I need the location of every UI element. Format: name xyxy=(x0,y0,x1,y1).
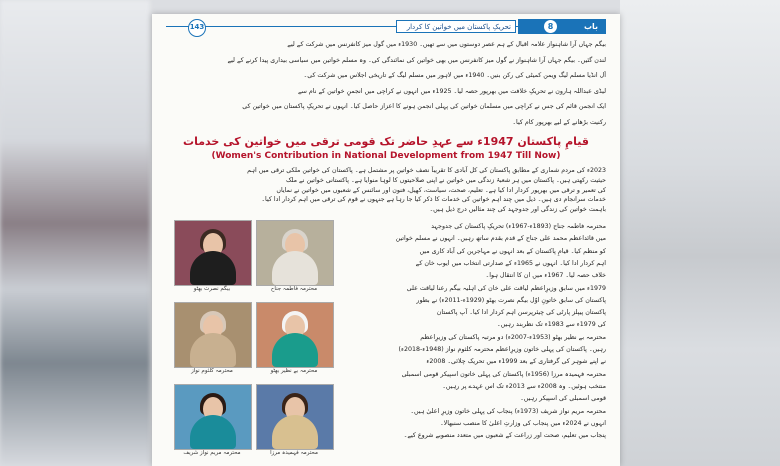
portrait-caption: محترمہ فاطمہ جناح xyxy=(270,286,318,292)
portrait-photo xyxy=(256,302,334,368)
section-line: باہمت خواتین کی زندگی اور جدوجہد کی چند مثالیں درج ذیل ہیں۔ xyxy=(429,206,606,214)
intro-line: ایک انجمن قائم کی جس نے کراچی میں مسلمان خواتین کی پہلی انجمن ہونے کا اعزاز حاصل کیا۔ انہوں نے تحریکِ پاکستان میں خواتین کی xyxy=(242,103,606,110)
intro-line: آل انڈیا مسلم لیگ ویمن کمیٹی کی رکن بنیں۔ 1940ء میں لاہور میں مسلم لیگ کے تاریخی اجلاس میں شرکت کی۔ xyxy=(303,72,606,79)
chapter-label: باب xyxy=(583,22,598,31)
textbook-page xyxy=(152,14,620,466)
portrait-caption: محترمہ کلثوم نواز xyxy=(191,368,233,374)
intro-line: لندن گئیں۔ بیگم جہاں آرا شاہنواز نے گول میز کانفرنس میں بھی خواتین کی نمائندگی کی۔ وہ مسلم خواتین میں سیاسی بیداری پیدا کرنے کے لیے xyxy=(227,56,606,64)
portrait-caption: بیگم نصرت بھٹو xyxy=(193,286,231,292)
biography-line: قومی اسمبلی کی اسپیکر رہیں۔ xyxy=(520,395,606,403)
biography-line: محترمہ فاطمہ جناح (1893ء-1967ء) تحریکِ پاکستان کی جدوجہد xyxy=(431,223,606,230)
biography-line: رہیں۔ پاکستان کی پہلی خاتون وزیرِاعظم محترمہ کلثوم نواز (1948ء-2018ء) xyxy=(398,346,606,353)
background-blur-left xyxy=(0,0,150,466)
biography-line: نے اپنے شوہر کی گرفتاری کے بعد 1999ء میں تحریک چلائی۔ 2008ء xyxy=(426,358,606,366)
biography-line: کی 1979ء سے 1983ء تک نظربند رہیں۔ xyxy=(496,321,606,329)
page-number: 143 xyxy=(188,19,206,37)
biography-line: پاکستان پیپلز پارٹی کی چیئرپرسن اہم کردار ادا کیا۔ آپ پاکستان xyxy=(436,309,606,317)
portrait-photo xyxy=(174,302,252,368)
intro-line: بیگم جہاں آرا شاہنواز علامہ اقبال کے ہم عصر دوستوں میں سے تھیں۔ 1930ء میں گول میز کانفرنس میں شرکت کے لیے xyxy=(287,41,606,48)
portrait-photo xyxy=(256,384,334,450)
chapter-tab xyxy=(518,19,606,34)
intro-line: لیڈی عبداللہ ہارون نے تحریکِ خلافت میں بھرپور حصہ لیا۔ 1925ء میں انہوں نے کراچی میں انجمنِ خواتین کے نام سے xyxy=(297,87,606,95)
section-line: 2023ء کی مردم شماری کے مطابق پاکستان کی کل آبادی کا تقریباً نصف خواتین پر مشتمل ہے۔ پاکستان کی خواتین ملکی ترقی میں اہم xyxy=(247,167,606,174)
chapter-title: تحریکِ پاکستان میں خواتین کا کردار xyxy=(396,20,516,33)
page-header xyxy=(166,19,606,35)
biography-line: محترمہ بے نظیر بھٹو (1953ء-2007ء) دو مرتبہ پاکستان کی وزیرِاعظم xyxy=(420,333,606,341)
portrait-caption: محترمہ فہمیدہ مرزا xyxy=(270,450,318,456)
portrait-photo xyxy=(174,220,252,286)
background-blur-right xyxy=(620,0,780,466)
portrait-photo xyxy=(174,384,252,450)
biography-line: میں قائداعظم محمد علی جناح کے قدم بقدم ساتھ رہیں۔ انہوں نے مسلم خواتین xyxy=(395,235,606,243)
biography-line: اہم کردار ادا کیا۔ انہوں نے 1965ء کے صدارتی انتخاب میں ایوب خان کے xyxy=(415,259,606,267)
chapter-number: 8 xyxy=(544,20,557,33)
portrait-photo xyxy=(256,220,334,286)
section-title-english: (Women's Contribution in National Development from 1947 Till Now) xyxy=(211,151,561,161)
section-line: حیثیت رکھتی ہیں۔ پاکستان میں ہر شعبۂ زندگی میں خواتین نے اپنی صلاحیتوں کا لوہا منوایا ہے۔ پاکستانی خواتین نے ملک xyxy=(285,176,606,184)
biography-line: پاکستان کی سابق خاتونِ اوّل بیگم نصرت بھٹو (1929ء-2011ء) نے بطور xyxy=(416,296,606,304)
section-line: کی تعمیر و ترقی میں بھرپور کردار ادا کیا ہے۔ تعلیم، صحت، سیاست، کھیل، فنون اور سائنس کے شعبوں میں خواتین نے نمایاں xyxy=(276,186,606,194)
portrait-caption: محترمہ بے نظیر بھٹو xyxy=(270,368,318,374)
section-line: خدمات سرانجام دی ہیں۔ ذیل میں چند اہم خواتین کی خدمات کا ذکر کیا جا رہا ہے جنہوں نے قوم کی ترقی میں اہم کردار ادا کیا۔ xyxy=(261,196,606,204)
portrait-caption: محترمہ مریم نواز شریف xyxy=(183,450,241,456)
biography-line: خلاف حصہ لیا۔ 1967ء میں ان کا انتقال ہوا۔ xyxy=(485,272,606,280)
biography-line: منتخب ہوئیں۔ وہ 2008ء سے 2013ء تک اس عہدے پر رہیں۔ xyxy=(442,382,606,390)
biography-line: پنجاب میں تعلیم، صحت اور زراعت کے شعبوں میں متعدد منصوبے شروع کیے۔ xyxy=(403,432,606,440)
biography-line: محترمہ فہمیدہ مرزا (1956ء) پاکستان کی پہلی خاتون اسپیکر قومی اسمبلی xyxy=(401,370,606,378)
section-title-urdu: قیامِ پاکستان 1947ء سے عہدِ حاضر تک قومی ترقی میں خواتین کی خدمات xyxy=(183,135,589,148)
biography-line: 1979ء میں سابق وزیرِاعظم لیاقت علی خان کی اہلیہ بیگم رعنا لیاقت علی xyxy=(406,284,606,292)
intro-line: رکنیت بڑھانے کے لیے بھرپور کام کیا۔ xyxy=(512,118,606,126)
biography-line: محترمہ مریم نواز شریف (1973ء) پنجاب کی پہلی خاتون وزیرِ اعلیٰ ہیں۔ xyxy=(410,407,606,415)
biography-line: کو منظم کیا۔ قیامِ پاکستان کے بعد انہوں نے مہاجرین کی آباد کاری میں xyxy=(419,247,606,255)
biography-line: انہوں نے 2024ء میں پنجاب کی وزارتِ اعلیٰ کا منصب سنبھالا۔ xyxy=(439,419,606,427)
